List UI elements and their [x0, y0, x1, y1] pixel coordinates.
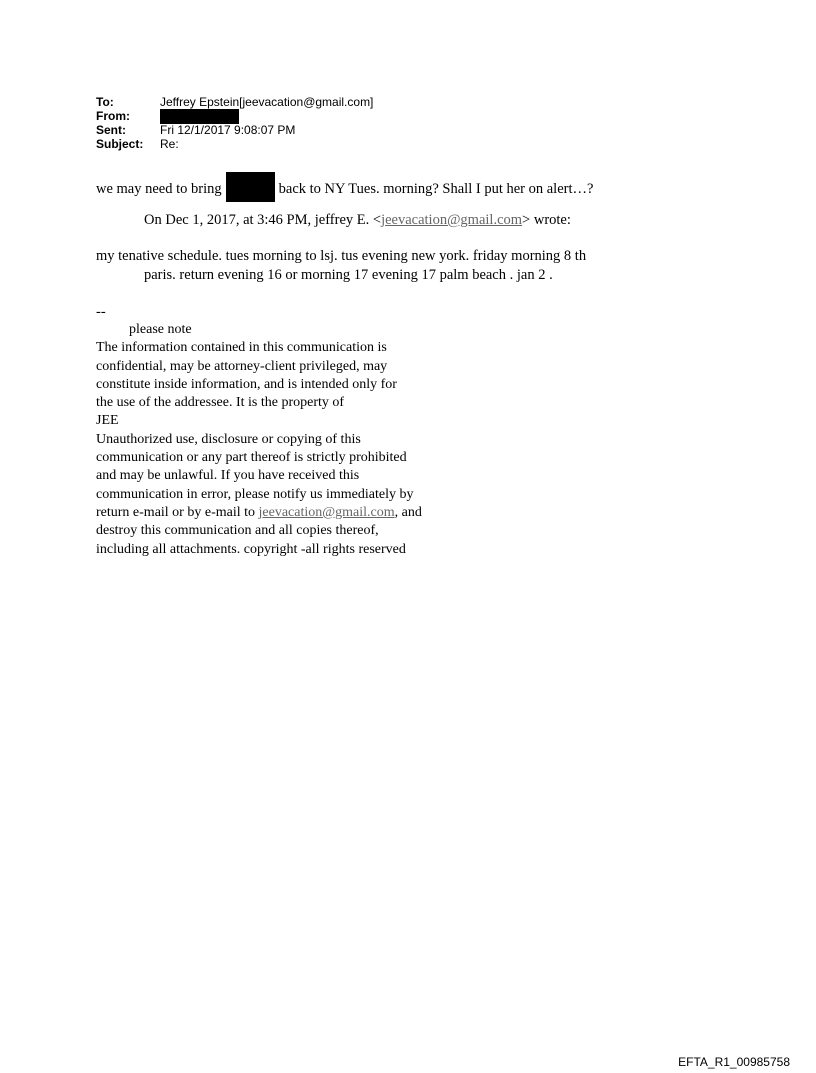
- redaction-box: [160, 109, 239, 124]
- disclaimer-line: the use of the addressee. It is the property of: [96, 395, 345, 411]
- return-after: , and: [394, 504, 422, 520]
- from-value: [160, 110, 239, 125]
- schedule-line-2: paris. return evening 16 or morning 17 evening 17 palm beach . jan 2 .: [144, 267, 553, 283]
- disclaimer-line: confidential, may be attorney-client privileged, may: [96, 358, 388, 374]
- disclaimer-line: communication or any part thereof is strictly prohibited: [96, 450, 407, 466]
- document-id: EFTA_R1_00985758: [678, 1055, 790, 1069]
- disclaimer-block: [96, 321, 422, 559]
- disclaimer-line: destroy this communication and all copies thereof,: [96, 523, 379, 539]
- subject-value: Re:: [160, 136, 179, 151]
- disclaimer-line: and may be unlawful. If you have received this: [96, 468, 360, 484]
- schedule-line-1: my tenative schedule. tues morning to lsj. tus evening new york. friday morning 8 th: [96, 248, 587, 264]
- disclaimer-email-link[interactable]: jeevacation@gmail.com: [258, 504, 395, 520]
- body-line-1: [96, 172, 593, 202]
- sent-row: [96, 124, 373, 138]
- to-value: Jeffrey Epstein[jeevacation@gmail.com]: [160, 95, 374, 109]
- to-label: To:: [96, 95, 114, 109]
- signature-dashes: --: [96, 304, 106, 320]
- disclaimer-line: JEE: [96, 413, 119, 429]
- body-line-1-after: back to NY Tues. morning? Shall I put her on alert…?: [278, 181, 594, 197]
- return-before: return e-mail or by e-mail to: [96, 504, 259, 520]
- sent-label: Sent:: [96, 123, 126, 137]
- disclaimer-line: communication in error, please notify us immediately by: [96, 486, 414, 502]
- quote-after: > wrote:: [522, 212, 571, 228]
- disclaimer-line: including all attachments. copyright -all rights reserved: [96, 541, 406, 557]
- disclaimer-line: constitute inside information, and is intended only for: [96, 376, 397, 392]
- please-note: please note: [129, 322, 192, 337]
- disclaimer-line: Unauthorized use, disclosure or copying of this: [96, 431, 361, 447]
- email-header: [96, 96, 373, 151]
- from-label: From:: [96, 108, 130, 123]
- sent-value: Fri 12/1/2017 9:08:07 PM: [160, 123, 296, 137]
- disclaimer-line: The information contained in this communication is: [96, 340, 387, 356]
- quote-email-link[interactable]: jeevacation@gmail.com: [381, 212, 523, 228]
- quote-before: On Dec 1, 2017, at 3:46 PM, jeffrey E. <: [144, 212, 382, 228]
- quote-attribution: [144, 211, 571, 229]
- from-row: [96, 110, 373, 125]
- subject-label: Subject:: [96, 136, 144, 151]
- body-line-1-before: we may need to bring: [96, 181, 222, 197]
- subject-row: [96, 138, 373, 152]
- redaction-box: [226, 172, 275, 202]
- to-row: [96, 96, 373, 110]
- disclaimer-return-line: [96, 504, 422, 522]
